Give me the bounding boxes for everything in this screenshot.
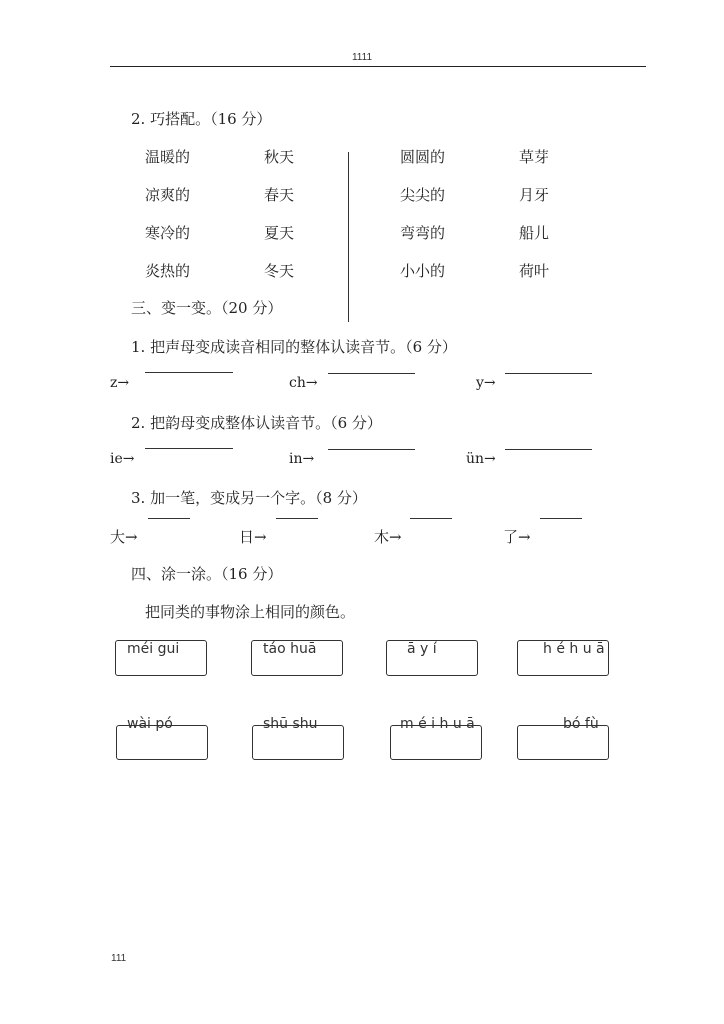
q2-item-un: ün→ [466, 451, 496, 467]
q1-item-z: z→ [110, 375, 130, 391]
match-right-a-2: 尖尖的 [400, 186, 446, 204]
section4-title: 四、涂一涂。（16 分） [131, 565, 283, 583]
q2-item-in: in→ [289, 451, 315, 467]
column-divider [348, 152, 349, 322]
q3-title: 3. 加一笔，变成另一个字。（8 分） [131, 489, 367, 507]
match-right-b-3: 船儿 [519, 224, 550, 242]
q2-blank-2[interactable] [328, 449, 415, 450]
q3-blank-4[interactable] [540, 518, 582, 519]
match-left-b-1: 秋天 [264, 148, 295, 166]
match-left-a-1: 温暖的 [145, 148, 191, 166]
q3-item-mu: 木→ [374, 528, 402, 546]
pinyin-meihua: m é i h u ā [400, 716, 475, 732]
q1-title: 1. 把声母变成读音相同的整体认读音节。（6 分） [131, 338, 457, 356]
q3-blank-1[interactable] [148, 518, 190, 519]
pinyin-taohua: táo huā [263, 641, 317, 657]
q2-item-ie: ie→ [110, 451, 135, 467]
q3-item-da: 大→ [110, 528, 138, 546]
q3-blank-3[interactable] [410, 518, 452, 519]
q3-item-ri: 日→ [239, 528, 267, 546]
q1-blank-1[interactable] [145, 372, 233, 373]
match-right-a-3: 弯弯的 [400, 224, 446, 242]
footer-page-number: 111 [111, 953, 127, 964]
q3-blank-2[interactable] [276, 518, 318, 519]
section2-title: 2. 巧搭配。（16 分） [131, 110, 272, 128]
match-right-b-2: 月牙 [519, 186, 550, 204]
pinyin-hehua: h é h u ā [543, 641, 605, 657]
q3-item-le: 了→ [503, 528, 531, 546]
q1-item-ch: ch→ [289, 375, 318, 391]
pinyin-waipo: wài pó [127, 716, 173, 732]
q1-blank-3[interactable] [505, 373, 592, 374]
header-page-number: 1111 [351, 52, 373, 63]
match-left-b-3: 夏天 [264, 224, 295, 242]
q2-blank-3[interactable] [505, 449, 592, 450]
pinyin-shushu: shū shu [263, 716, 318, 732]
header-rule [110, 66, 646, 67]
match-right-b-1: 草芽 [519, 148, 550, 166]
match-right-b-4: 荷叶 [519, 262, 550, 280]
match-left-b-2: 春天 [264, 186, 295, 204]
q2-blank-1[interactable] [145, 448, 233, 449]
q1-item-y: y→ [476, 375, 496, 391]
q2-title: 2. 把韵母变成整体认读音节。（6 分） [131, 414, 382, 432]
q1-blank-2[interactable] [328, 373, 415, 374]
pinyin-bofu: bó fù [563, 716, 599, 732]
match-left-a-4: 炎热的 [145, 262, 191, 280]
match-left-a-2: 凉爽的 [145, 186, 191, 204]
pinyin-meigui: méi gui [127, 641, 180, 657]
match-right-a-1: 圆圆的 [400, 148, 446, 166]
section3-title: 三、变一变。（20 分） [131, 299, 283, 317]
match-left-b-4: 冬天 [264, 262, 295, 280]
match-right-a-4: 小小的 [400, 262, 446, 280]
match-left-a-3: 寒冷的 [145, 224, 191, 242]
section4-instruction: 把同类的事物涂上相同的颜色。 [145, 603, 356, 621]
pinyin-ayi: ā y í [407, 641, 437, 657]
